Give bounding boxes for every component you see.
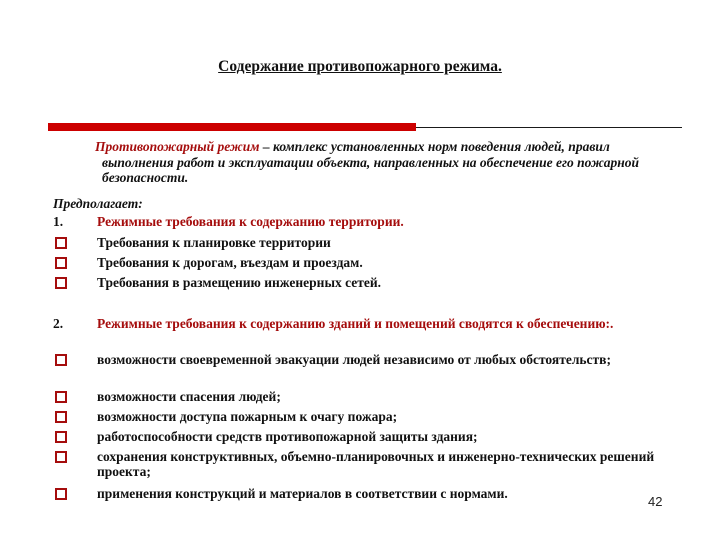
- definition-paragraph: [95, 139, 682, 186]
- bullet-checkbox-icon: [55, 451, 67, 463]
- section-2-item: применения конструкций и материалов в соответствии с нормами.: [97, 486, 508, 501]
- bullet-checkbox-icon: [55, 411, 67, 423]
- bullet-checkbox-icon: [55, 354, 67, 366]
- bullet-checkbox-icon: [55, 431, 67, 443]
- page-number: 42: [648, 494, 663, 509]
- section-1-number: 1.: [53, 214, 64, 229]
- slide-title: Содержание противопожарного режима.: [218, 58, 502, 75]
- section-2-item: возможности доступа пожарным к очагу пожара;: [97, 409, 398, 424]
- section-2-item: возможности спасения людей;: [97, 389, 281, 404]
- section-2-item: возможности своевременной эвакуации людей независимо от любых обстоятельств;: [97, 352, 611, 367]
- section-1-item: Требования в размещению инженерных сетей.: [97, 275, 382, 290]
- bullet-checkbox-icon: [55, 488, 67, 500]
- section-2-item: сохранения конструктивных, объемно-планировочных и инженерно-технических решений проекта;: [97, 449, 655, 479]
- definition-text: – комплекс установленных норм поведения людей, правил выполнения работ и эксплуатации объекта, направленных на обеспечение его пожарной безопасности.: [102, 139, 639, 185]
- section-1-item: Требования к дорогам, въездам и проездам.: [97, 255, 363, 270]
- definition-term: Противопожарный режим: [95, 139, 260, 154]
- bullet-checkbox-icon: [55, 257, 67, 269]
- bullet-checkbox-icon: [55, 391, 67, 403]
- bullet-checkbox-icon: [55, 277, 67, 289]
- presupposes-label: Предполагает:: [53, 196, 143, 211]
- section-2-heading: Режимные требования к содержанию зданий и помещений сводятся к обеспечению:.: [97, 316, 614, 331]
- section-1-item: Требования к планировке территории: [97, 235, 331, 250]
- section-2-item: работоспособности средств противопожарной защиты здания;: [97, 429, 478, 444]
- bullet-checkbox-icon: [55, 237, 67, 249]
- accent-bar: [48, 123, 416, 131]
- section-2-number: 2.: [53, 316, 64, 331]
- section-1-heading: Режимные требования к содержанию территории.: [97, 214, 404, 229]
